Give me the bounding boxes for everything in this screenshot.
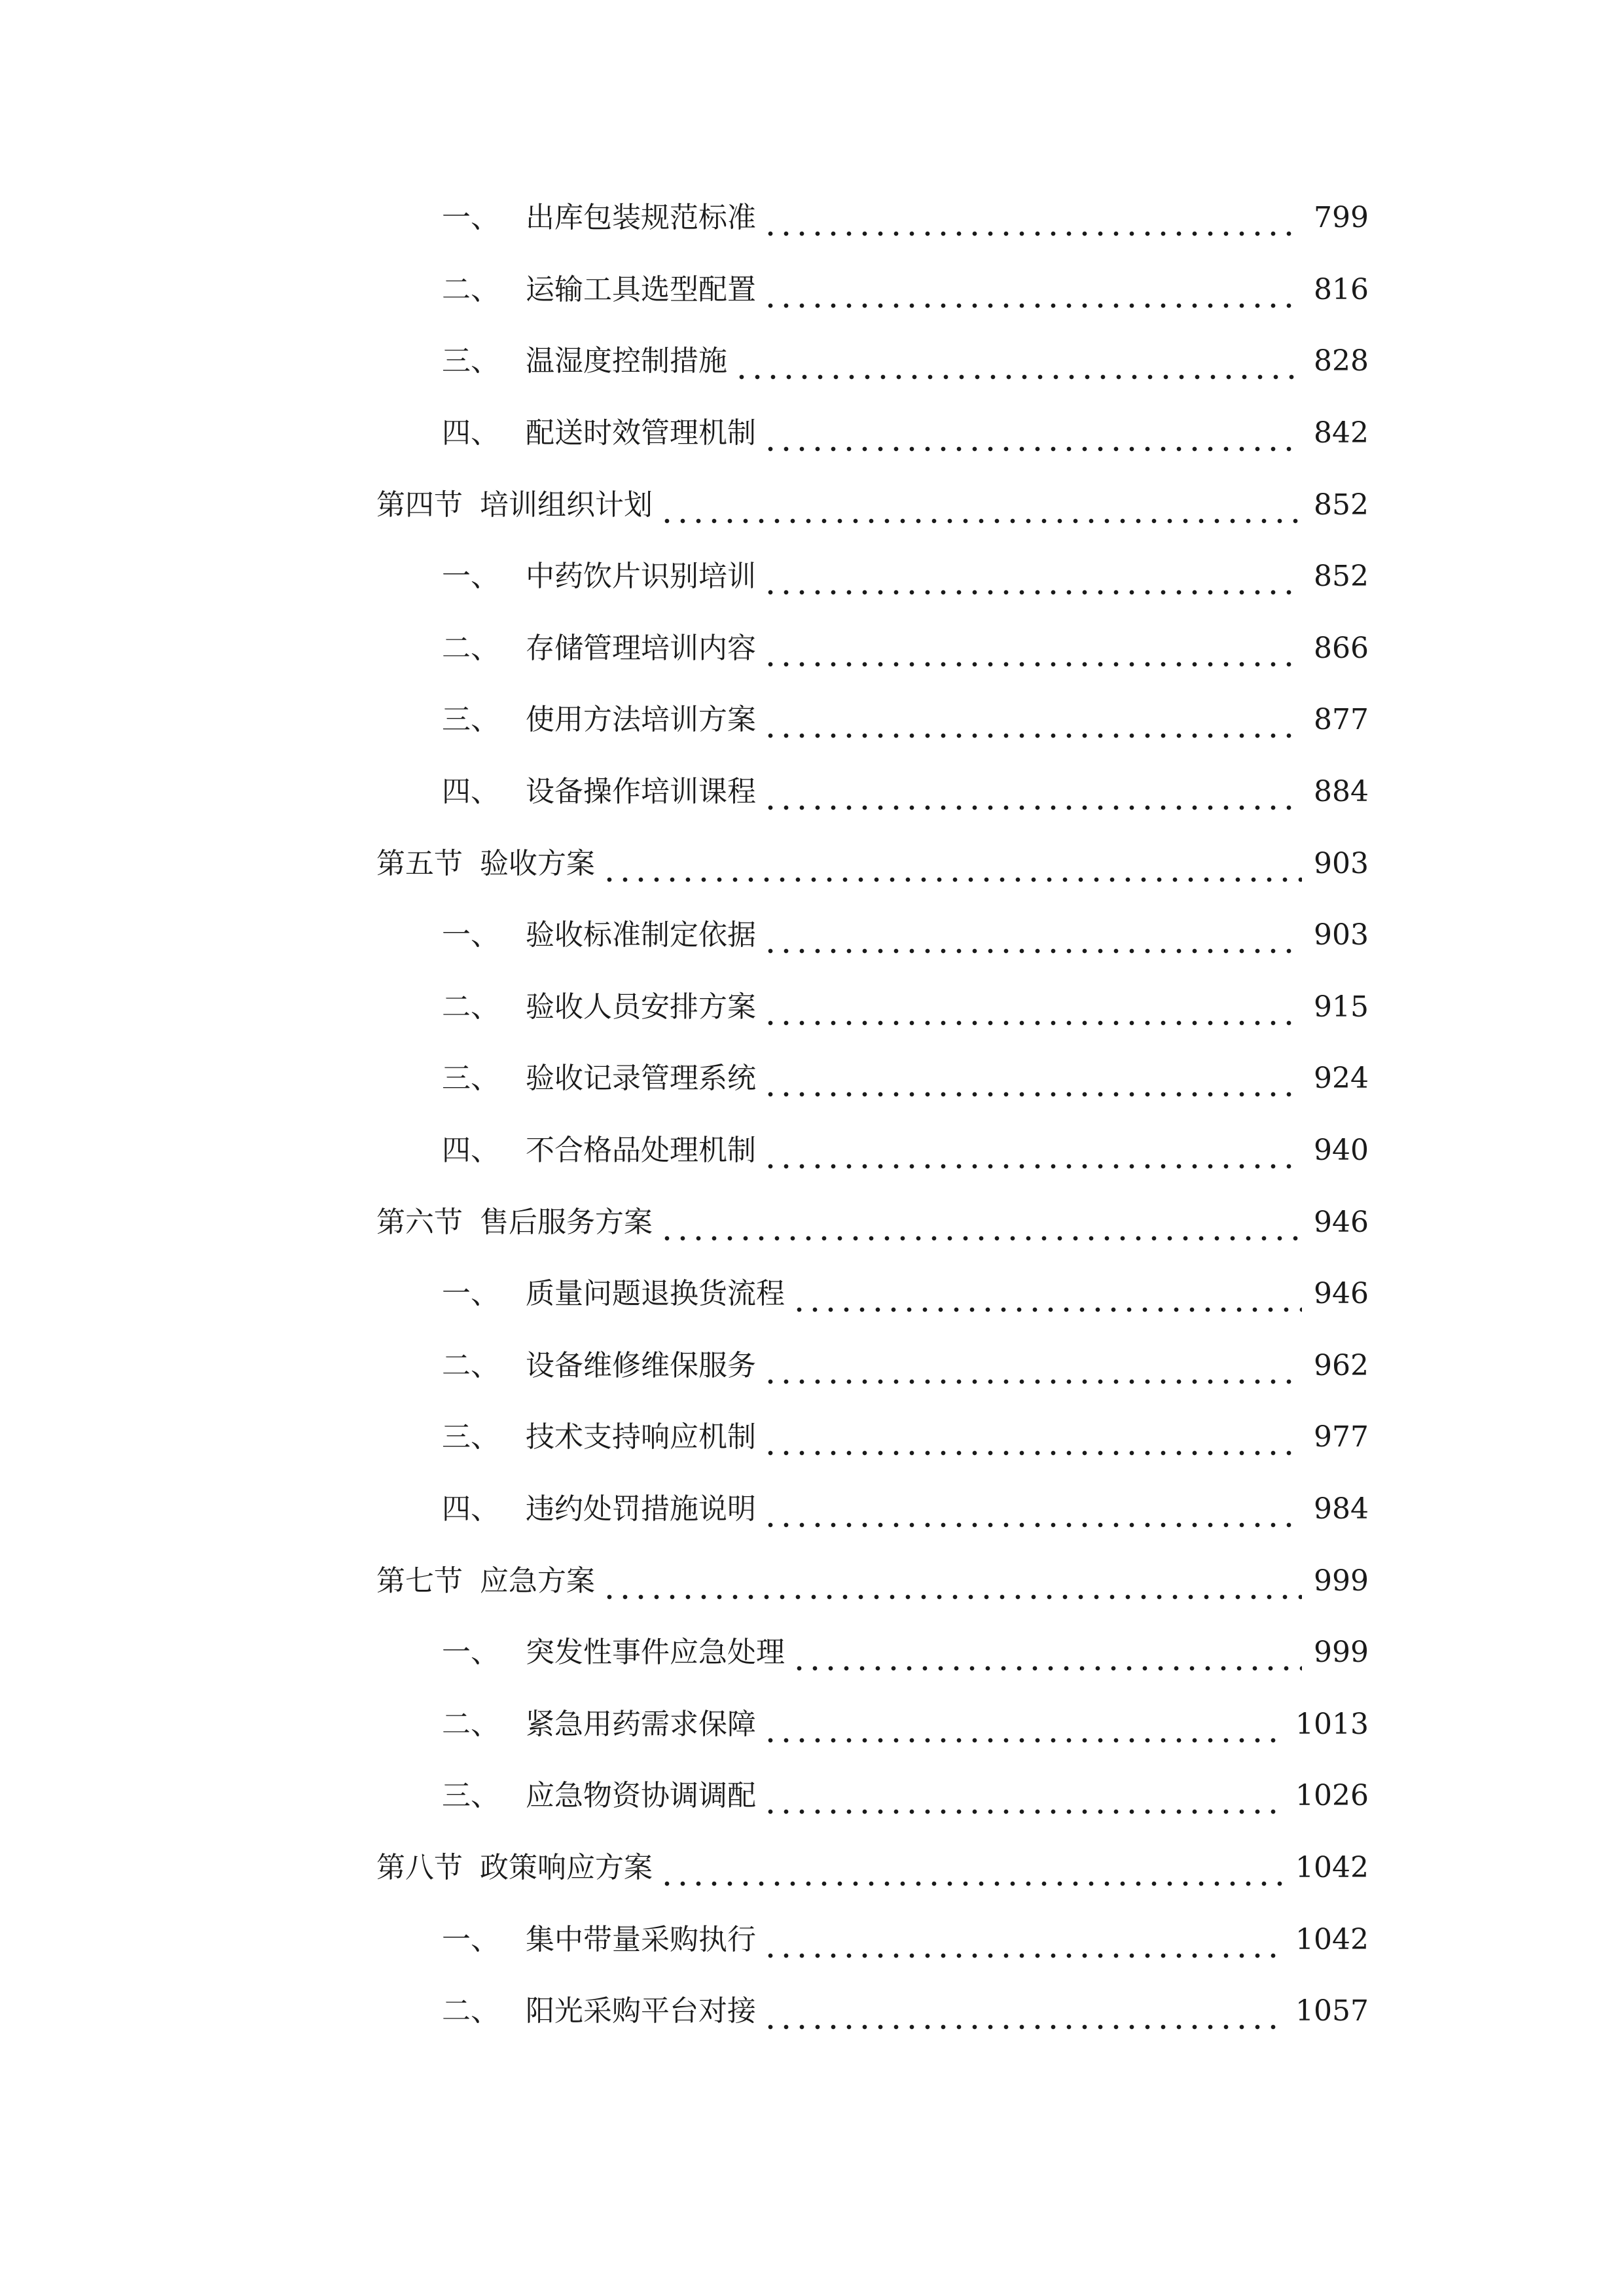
dot-leader [763, 981, 1302, 1033]
toc-entry-number: 一、 [442, 1277, 499, 1310]
dot-leader [763, 1483, 1302, 1535]
toc-entry-title: 应急物资协调调配 [526, 1779, 756, 1812]
toc-entry-title: 设备操作培训课程 [526, 775, 756, 808]
toc-entry[interactable] [442, 550, 1369, 603]
toc-section-number: 第七节 [376, 1564, 463, 1598]
dot-leader [763, 264, 1302, 316]
dot-leader [602, 838, 1302, 890]
toc-section-title: 政策响应方案 [480, 1851, 653, 1884]
dot-leader [763, 1052, 1302, 1105]
toc-entry[interactable] [442, 264, 1369, 316]
toc-section-entry[interactable] [376, 479, 1369, 531]
dot-leader [763, 909, 1302, 961]
toc-entry-title: 质量问题退换货流程 [526, 1277, 785, 1310]
toc-entry-title: 中药饮片识别培训 [526, 560, 756, 593]
dot-leader [659, 1196, 1302, 1249]
toc-entry-title: 阳光采购平台对接 [526, 1994, 756, 2028]
toc-entry-page: 984 [1314, 1492, 1369, 1526]
toc-entry-number: 二、 [442, 990, 499, 1024]
toc-entry-page: 1042 [1295, 1923, 1369, 1956]
toc-entry-page: 962 [1314, 1349, 1369, 1382]
toc-section-entry[interactable] [376, 1555, 1369, 1607]
toc-entry[interactable] [442, 909, 1369, 961]
toc-entry-number: 三、 [442, 344, 499, 378]
dot-leader [602, 1555, 1302, 1607]
toc-entry-title: 紧急用药需求保障 [526, 1708, 756, 1741]
toc-entry[interactable] [442, 192, 1369, 244]
toc-entry-number: 三、 [442, 703, 499, 736]
toc-entry-number: 二、 [442, 1994, 499, 2028]
toc-entry-number: 二、 [442, 1708, 499, 1741]
dot-leader [763, 1124, 1302, 1177]
toc-entry-page: 828 [1314, 344, 1369, 378]
toc-entry-title: 验收标准制定依据 [526, 918, 756, 952]
toc-entry-title: 集中带量采购执行 [526, 1923, 756, 1956]
toc-entry-title: 配送时效管理机制 [526, 416, 756, 450]
dot-leader [763, 550, 1302, 603]
toc-entry-page: 999 [1314, 1636, 1369, 1669]
dot-leader [763, 1340, 1302, 1392]
dot-leader [734, 335, 1302, 387]
toc-entry-title: 验收人员安排方案 [526, 990, 756, 1024]
toc-entry-number: 四、 [442, 1134, 499, 1167]
toc-section-number: 第四节 [376, 488, 463, 522]
toc-entry[interactable] [442, 1985, 1369, 2037]
toc-entry-number: 四、 [442, 1492, 499, 1526]
dot-leader [763, 1914, 1284, 1966]
dot-leader [763, 622, 1302, 675]
toc-entry-number: 四、 [442, 416, 499, 450]
toc-entry-page: 842 [1314, 416, 1369, 450]
toc-section-title: 应急方案 [480, 1564, 595, 1598]
toc-entry-title: 违约处罚措施说明 [526, 1492, 756, 1526]
toc-entry-number: 二、 [442, 273, 499, 306]
toc-entry-page: 946 [1314, 1206, 1369, 1239]
toc-entry-page: 866 [1314, 632, 1369, 665]
toc-entry-title: 存储管理培训内容 [526, 632, 756, 665]
toc-entry-page: 924 [1314, 1062, 1369, 1095]
toc-entry-title: 运输工具选型配置 [526, 273, 756, 306]
toc-entry[interactable] [442, 335, 1369, 387]
toc-entry-page: 940 [1314, 1134, 1369, 1167]
toc-section-number: 第八节 [376, 1851, 463, 1884]
dot-leader [763, 1698, 1284, 1751]
dot-leader [659, 1842, 1284, 1894]
toc-entry[interactable] [442, 1698, 1369, 1751]
toc-entry-page: 799 [1314, 201, 1369, 234]
toc-entry-title: 验收记录管理系统 [526, 1062, 756, 1095]
toc-section-title: 培训组织计划 [480, 488, 653, 522]
toc-entry-page: 877 [1314, 703, 1369, 736]
toc-entry-page: 999 [1314, 1564, 1369, 1598]
dot-leader [763, 192, 1302, 244]
toc-entry[interactable] [442, 694, 1369, 746]
toc-entry[interactable] [442, 407, 1369, 459]
toc-entry-page: 852 [1314, 488, 1369, 522]
toc-entry[interactable] [442, 766, 1369, 818]
toc-entry-number: 一、 [442, 1636, 499, 1669]
toc-entry[interactable] [442, 1626, 1369, 1679]
toc-entry-page: 1042 [1295, 1851, 1369, 1884]
toc-entry-page: 977 [1314, 1420, 1369, 1454]
dot-leader [791, 1626, 1302, 1679]
dot-leader [791, 1268, 1302, 1320]
toc-entry-page: 816 [1314, 273, 1369, 306]
toc-entry-page: 1057 [1295, 1994, 1369, 2028]
toc-entry-page: 903 [1314, 918, 1369, 952]
toc-section-number: 第五节 [376, 847, 463, 880]
toc-entry-page: 946 [1314, 1277, 1369, 1310]
toc-entry[interactable] [442, 1052, 1369, 1105]
toc-entry-number: 一、 [442, 201, 499, 234]
toc-entry[interactable] [442, 1483, 1369, 1535]
toc-entry-number: 二、 [442, 632, 499, 665]
toc-entry-number: 三、 [442, 1420, 499, 1454]
toc-entry[interactable] [442, 1411, 1369, 1463]
toc-entry[interactable] [442, 981, 1369, 1033]
toc-entry[interactable] [442, 1340, 1369, 1392]
toc-entry-title: 温湿度控制措施 [526, 344, 727, 378]
dot-leader [763, 694, 1302, 746]
toc-entry-page: 903 [1314, 847, 1369, 880]
toc-section-entry[interactable] [376, 838, 1369, 890]
toc-entry-page: 915 [1314, 990, 1369, 1024]
toc-section-number: 第六节 [376, 1206, 463, 1239]
toc-entry-title: 突发性事件应急处理 [526, 1636, 785, 1669]
toc-entry[interactable] [442, 1770, 1369, 1822]
toc-entry-number: 三、 [442, 1779, 499, 1812]
dot-leader [659, 479, 1302, 531]
toc-entry[interactable] [442, 1268, 1369, 1320]
toc-entry-title: 使用方法培训方案 [526, 703, 756, 736]
toc-entry-page: 1013 [1295, 1708, 1369, 1741]
toc-entry-number: 二、 [442, 1349, 499, 1382]
toc-entry-title: 出库包装规范标准 [526, 201, 756, 234]
toc-entry[interactable] [442, 1914, 1369, 1966]
toc-entry-number: 四、 [442, 775, 499, 808]
dot-leader [763, 1770, 1284, 1822]
toc-entry-title: 不合格品处理机制 [526, 1134, 756, 1167]
toc-entry-page: 852 [1314, 560, 1369, 593]
toc-section-entry[interactable] [376, 1196, 1369, 1249]
toc-entry-page: 884 [1314, 775, 1369, 808]
dot-leader [763, 1411, 1302, 1463]
dot-leader [763, 407, 1302, 459]
toc-entry-number: 一、 [442, 918, 499, 952]
toc-entry[interactable] [442, 1124, 1369, 1177]
toc-entry-title: 设备维修维保服务 [526, 1349, 756, 1382]
toc-section-title: 验收方案 [480, 847, 595, 880]
toc-entry-number: 一、 [442, 1923, 499, 1956]
toc-entry[interactable] [442, 622, 1369, 675]
toc-section-entry[interactable] [376, 1842, 1369, 1894]
toc-entry-number: 一、 [442, 560, 499, 593]
dot-leader [763, 1985, 1284, 2037]
dot-leader [763, 766, 1302, 818]
toc-section-title: 售后服务方案 [480, 1206, 653, 1239]
toc-entry-title: 技术支持响应机制 [526, 1420, 756, 1454]
toc-entry-page: 1026 [1295, 1779, 1369, 1812]
toc-entry-number: 三、 [442, 1062, 499, 1095]
